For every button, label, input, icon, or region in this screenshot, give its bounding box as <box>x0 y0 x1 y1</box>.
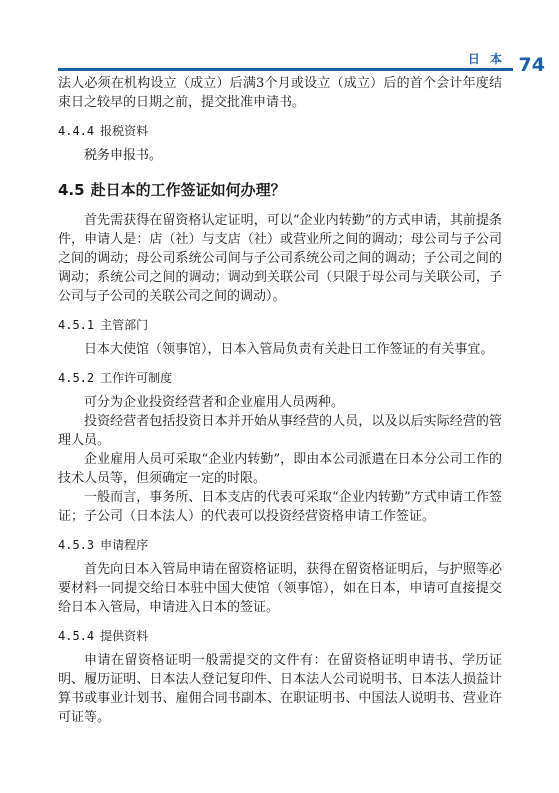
section-number: 4.5 <box>58 181 85 199</box>
subsection-heading-4-5-1 <box>58 316 502 334</box>
subsection-title: 申请程序 <box>100 538 149 552</box>
paragraph-4-5-2-b: 投资经营者包括投资日本并开始从事经营的人员，以及以后实际经营的管理人员。 <box>58 414 502 448</box>
subsection-title: 工作许可制度 <box>100 371 173 385</box>
header-country-label: 日 本 <box>467 52 505 66</box>
section-heading-4-5 <box>58 179 502 201</box>
section-title: 赴日本的工作签证如何办理？ <box>90 181 286 199</box>
header-rule <box>58 68 513 71</box>
page-header <box>0 0 559 76</box>
subsection-number: 4.5.4 <box>58 629 95 643</box>
subsection-heading-4-5-3 <box>58 536 502 554</box>
subsection-number: 4.5.2 <box>58 371 95 385</box>
subsection-number: 4.4.4 <box>58 124 95 138</box>
subsection-heading-4-5-2 <box>58 369 502 387</box>
paragraph-4-5-4: 申请在留资格证明一般需提交的文件有：在留资格证明申请书、学历证明、履历证明、日本法人登记复印件、日本法人公司说明书、日本法人损益计算书或事业计划书、雇佣合同书副本、在职证明书、中国法人说明书、营业许可证等。 <box>58 653 502 725</box>
subsection-title: 提供资料 <box>100 629 149 643</box>
paragraph-4-4-4: 税务申报书。 <box>84 148 163 163</box>
subsection-heading-4-4-4 <box>58 122 502 140</box>
subsection-title: 主管部门 <box>100 318 149 332</box>
subsection-number: 4.5.3 <box>58 538 95 552</box>
paragraph-4-5-2-d: 一般而言，事务所、日本支店的代表可采取“企业内转勤”方式申请工作签证；子公司（日本法人）的代表可以投资经营资格申请工作签证。 <box>58 490 502 524</box>
paragraph-4-5-2-c: 企业雇用人员可采取“企业内转勤”，即由本公司派遣在日本分公司工作的技术人员等，但须确定一定的时限。 <box>58 452 502 486</box>
page-body <box>58 74 502 727</box>
paragraph-4-5-3: 首先向日本入管局申请在留资格证明，获得在留资格证明后，与护照等必要材料一同提交给日本驻中国大使馆（领事馆），如在日本，申请可直接提交给日本入管局，申请进入日本的签证。 <box>58 562 502 615</box>
paragraph-4-5-1: 日本大使馆（领事馆），日本入管局负责有关赴日工作签证的有关事宜。 <box>84 342 494 357</box>
paragraph-4-5-2-a: 可分为企业投资经营者和企业雇用人员两种。 <box>84 395 345 410</box>
paragraph-4-5: 首先需获得在留资格认定证明，可以“企业内转勤”的方式申请，其前提条件，申请人是：店（社）与支店（社）或营业所之间的调动；母公司与子公司之间的调动；母公司系统公司间与子公司系统公司之间的调动；子公司之间的调动；系统公司之间的调动；调动到关联公司（只限于母公司与关联公司，子公司与子公司的关联公司之间的调动）。 <box>58 213 502 304</box>
subsection-number: 4.5.1 <box>58 318 95 332</box>
page-number: 74 <box>518 54 545 76</box>
intro-paragraph: 法人必须在机构设立（成立）后满3个月或设立（成立）后的首个会计年度结束日之较早的日期之前，提交批准申请书。 <box>58 76 502 110</box>
subsection-heading-4-5-4 <box>58 627 502 645</box>
subsection-title: 报税资料 <box>100 124 149 138</box>
